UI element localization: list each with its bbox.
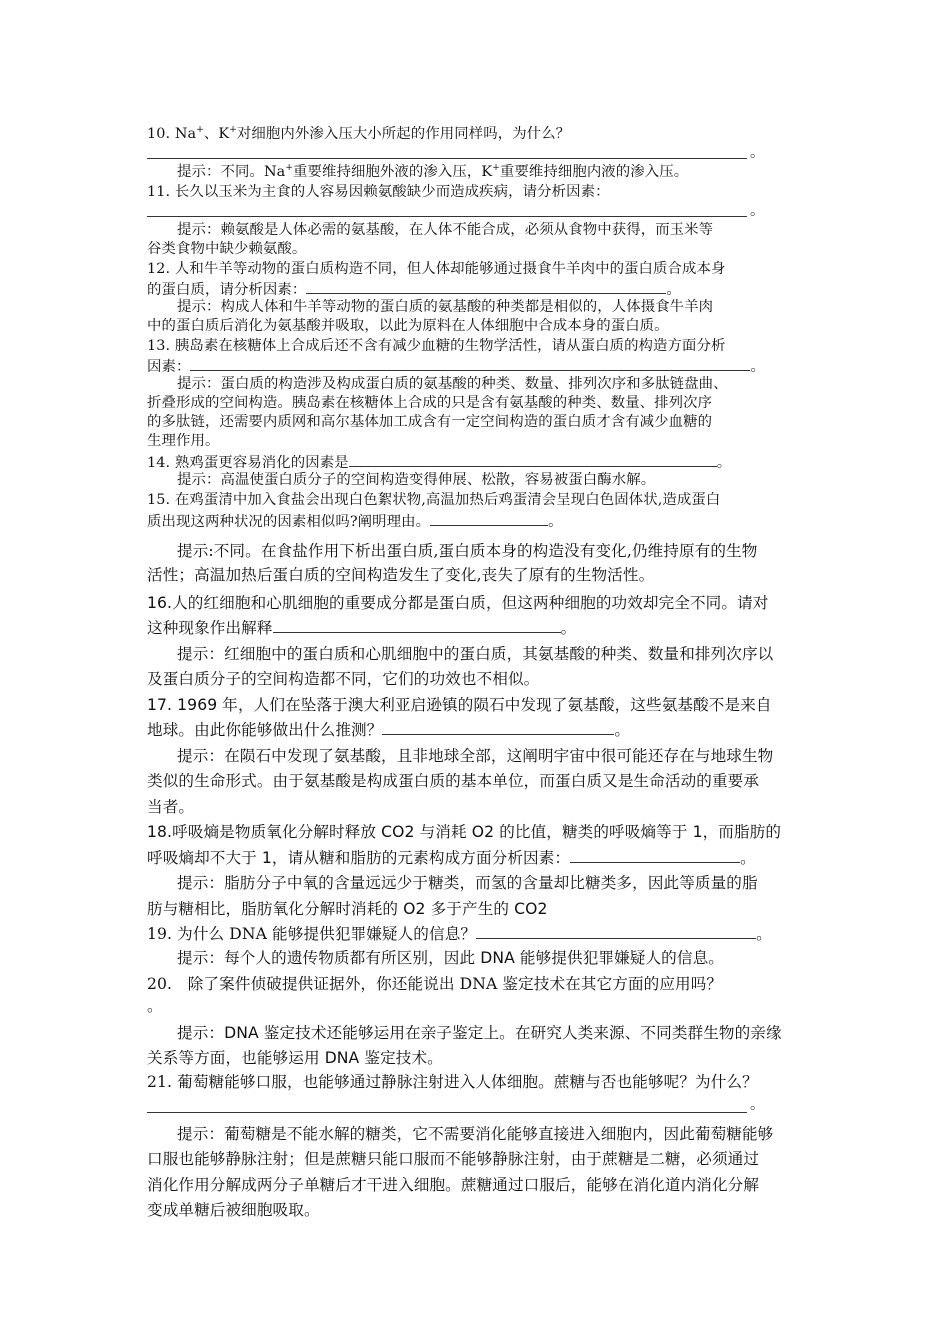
question-14: 14. 熟鸡蛋更容易消化的因素是 。	[147, 452, 807, 473]
hint-17-line-3: 当者。	[147, 798, 195, 816]
question-13-line-2: 因素： 。	[147, 356, 807, 377]
hint-18-line-2: 肪与糖相比，脂肪氧化分解时消耗的 O2 多于产生的 CO2	[147, 900, 548, 918]
hint-16-line-1: 提示：红细胞中的蛋白质和心肌细胞中的蛋白质，其氨基酸的种类、数量和排列次序以	[177, 645, 774, 663]
hint-15-line-1: 提示:不同。在食盐作用下析出蛋白质,蛋白质本身的构造没有变化,仍维持原有的生物	[177, 542, 758, 560]
hint-13-line-3: 的多肽链，还需要内质网和高尔基体加工成含有一定空间构造的蛋白质才含有减少血糖的	[147, 414, 713, 430]
answer-blank-17[interactable]	[382, 720, 614, 735]
hint-21-line-4: 变成单糖后被细胞吸取。	[147, 1201, 320, 1219]
hint-20-line-1: 提示：DNA 鉴定技术还能够运用在亲子鉴定上。在研究人类来源、不同类群生物的亲缘	[177, 1024, 782, 1042]
hint-13-line-1: 提示：蛋白质的构造涉及构成蛋白质的氨基酸的种类、数量、排列次序和多肽链盘曲、	[177, 376, 728, 392]
question-13-line-1: 13. 胰岛素在核糖体上合成后还不含有减少血糖的生物学活性，请从蛋白质的构造方面分析	[147, 338, 726, 354]
question-16-line-1: 16.人的红细胞和心肌细胞的重要成分都是蛋白质，但这两种细胞的功效却完全不同。请对	[147, 594, 769, 612]
question-12-line-1: 12. 人和牛羊等动物的蛋白质构造不同，但人体却能够通过摄食牛羊肉中的蛋白质合成本身	[147, 261, 726, 277]
question-12-line-2: 的蛋白质，请分析因素： 。	[147, 279, 807, 300]
hint-10: 提示：不同。Na+重要维持细胞外液的渗入压，K+重要维持细胞内液的渗入压。	[177, 163, 689, 180]
hint-17-line-1: 提示：在陨石中发现了氨基酸，且非地球全部，这阐明宇宙中很可能还存在与地球生物	[177, 747, 774, 765]
question-20-line-2: 。	[147, 997, 163, 1015]
answer-blank-12[interactable]	[306, 279, 666, 294]
hint-16-line-2: 及蛋白质分子的空间构造都不同，它们的功效也不相似。	[147, 670, 540, 688]
answer-blank-21[interactable]	[147, 1112, 747, 1113]
question-20-line-1: 20. 除了案件侦破提供证据外，你还能说出 DNA 鉴定技术在其它方面的应用吗？	[147, 975, 723, 993]
answer-blank-15[interactable]	[430, 511, 548, 526]
question-10: 10. Na+、K+对细胞内外渗入压大小所起的作用同样吗，为什么？	[147, 125, 571, 142]
hint-11-line-1: 提示：赖氨酸是人体必需的氨基酸，在人体不能合成，必须从食物中获得，而玉米等	[177, 222, 714, 238]
hint-13-line-2: 折叠形成的空间构造。胰岛素在核糖体上合成的只是含有氨基酸的种类、数量、排列次序	[147, 395, 713, 411]
hint-12-line-2: 中的蛋白质后消化为氨基酸并吸取，以此为原料在人体细胞中合成本身的蛋白质。	[147, 318, 669, 334]
hint-15-line-2: 活性；高温加热后蛋白质的空间构造发生了变化,丧失了原有的生物活性。	[147, 566, 655, 584]
answer-blank-16[interactable]	[273, 618, 561, 633]
answer-blank-13[interactable]	[190, 356, 750, 371]
question-11: 11. 长久以玉米为主食的人容易因赖氨酸缺少而造成疾病，请分析因素：	[147, 184, 610, 200]
hint-19: 提示：每个人的遗传物质都有所区别，因此 DNA 能够提供犯罪嫌疑人的信息。	[177, 949, 724, 967]
question-16-line-2: 这种现象作出解释 。	[147, 619, 577, 637]
hint-12-line-1: 提示：构成人体和牛羊等动物的蛋白质的氨基酸的种类都是相似的，人体摄食牛羊肉	[177, 299, 714, 315]
question-17-line-2: 地球。由此你能够做出什么推测？ 。	[147, 721, 631, 739]
answer-blank-14[interactable]	[349, 452, 717, 467]
question-15-line-1: 15. 在鸡蛋清中加入食盐会出现白色絮状物,高温加热后鸡蛋清会呈现白色固体状,造成蛋白	[147, 492, 721, 508]
hint-21-line-1: 提示：葡萄糖是不能水解的糖类，它不需要消化能够直接进入细胞内，因此葡萄糖能够	[177, 1125, 774, 1143]
hint-13-line-4: 生理作用。	[147, 433, 220, 449]
hint-18-line-1: 提示：脂肪分子中氧的含量远远少于糖类，而氢的含量却比糖类多，因此等质量的脂	[177, 874, 758, 892]
hint-21-line-3: 消化作用分解成两分子单糖后才干进入细胞。蔗糖通过口服后，能够在消化道内消化分解	[147, 1176, 760, 1194]
answer-blank-19[interactable]	[476, 924, 756, 939]
answer-blank-18[interactable]	[570, 848, 740, 863]
hint-17-line-2: 类似的生命形式。由于氨基酸是构成蛋白质的基本单位，而蛋白质又是生命活动的重要承	[147, 772, 760, 790]
question-17-line-1: 17. 1969 年，人们在坠落于澳大利亚启逊镇的陨石中发现了氨基酸，这些氨基酸不是来自	[147, 696, 772, 714]
hint-21-line-2: 口服也能够静脉注射；但是蔗糖只能口服而不能够静脉注射，由于蔗糖是二糖，必须通过	[147, 1150, 760, 1168]
question-15-line-2: 质出现这两种状况的因素相似吗?阐明理由。 。	[147, 511, 807, 532]
hint-20-line-2: 关系等方面，也能够运用 DNA 鉴定技术。	[147, 1049, 443, 1067]
answer-blank-10[interactable]	[147, 158, 747, 159]
question-19: 19. 为什么 DNA 能够提供犯罪嫌疑人的信息？ 。	[147, 925, 772, 943]
question-18-line-2: 呼吸熵却不大于 1，请从糖和脂肪的元素构成方面分析因素： 。	[147, 849, 756, 867]
document-page: 10. Na+、K+对细胞内外渗入压大小所起的作用同样吗，为什么？ 。 提示：不同。Na+重要维持细胞外液的渗入压，K+重要维持细胞内液的渗入压。 11. 长久以玉米为主食的人容易因赖氨酸缺少而造成疾病，请分析因素： 。 提示：赖氨酸是人体必需的氨基酸，在人体不能合成，必须从食物中获得，而玉米等 谷类食物中缺少赖氨酸。 12. 人和牛羊等动物的蛋白质构造不同，但人体却能够通过摄食牛羊肉中的蛋白质合成本身 的蛋白质，请分析因素： 。 提示：构成人体和牛羊等动物的蛋白质的氨基酸的种类都是相似的，人体摄食牛羊肉 中的蛋白质后消化为氨基酸并吸取，以此为原料在人体细胞中合成本身的蛋白质。 13. 胰岛素在核糖体上合成后还不含有减少血糖的生物学活性，请从蛋白质的构造方面分析 因素： 。 提示：蛋白质的构造涉及构成蛋白质的氨基酸的种类、数量、排列次序和多肽链盘曲、 折叠形成的空间构造。胰岛素在核糖体上合成的只是含有氨基酸的种类、数量、排列次序 的多肽链，还需要内质网和高尔基体加工成含有一定空间构造的蛋白质才含有减少血糖的 生理作用。 14. 熟鸡蛋更容易消化的因素是 。 提示：高温使蛋白质分子的空间构造变得伸展、松散，容易被蛋白酶水解。 15. 在鸡蛋清中加入食盐会出现白色絮状物,高温加热后鸡蛋清会呈现白色固体状,造成蛋白 质出现这两种状况的因素相似吗?阐明理由。 。 提示:不同。在食盐作用下析出蛋白质,蛋白质本身的构造没有变化,仍维持原有的生物 活性；高温加热后蛋白质的空间构造发生了变化,丧失了原有的生物活性。 16.人的红细胞和心肌细胞的重要成分都是蛋白质，但这两种细胞的功效却完全不同。请对 这种现象作出解释 。 提示：红细胞中的蛋白质和心肌细胞中的蛋白质，其氨基酸的种类、数量和排列次序以 及蛋白质分子的空间构造都不同，它们的功效也不相似。 17. 1969 年，人们在坠落于澳大利亚启逊镇的陨石中发现了氨基酸，这些氨基酸不是来自 地球。由此你能够做出什么推测？ 。 提示：在陨石中发现了氨基酸，且非地球全部，这阐明宇宙中很可能还存在与地球生物 类似的生命形式。由于氨基酸是构成蛋白质的基本单位，而蛋白质又是生命活动的重要承 当者。 18.呼吸熵是物质氧化分解时释放 CO2 与消耗 O2 的比值，糖类的呼吸熵等于 1，而脂肪的 呼吸熵却不大于 1，请从糖和脂肪的元素构成方面分析因素： 。 提示：脂肪分子中氧的含量远远少于糖类，而氢的含量却比糖类多，因此等质量的脂 肪与糖相比，脂肪氧化分解时消耗的 O2 多于产生的 CO2 19. 为什么 DNA 能够提供犯罪嫌疑人的信息？ 。 提示：每个人的遗传物质都有所区别，因此 DNA 能够提供犯罪嫌疑人的信息。 20. 除了案件侦破提供证据外，你还能说出 DNA 鉴定技术在其它方面的应用吗？ 。 提示：DNA 鉴定技术还能够运用在亲子鉴定上。在研究人类来源、不同类群生物的亲缘 关系等方面，也能够运用 DNA 鉴定技术。 21. 葡萄糖能够口服，也能够通过静脉注射进入人体细胞。蔗糖与否也能够呢？为什么？ 。 提示：葡萄糖是不能水解的糖类，它不需要消化能够直接进入细胞内，因此葡萄糖能够 口服也能够静脉注射；但是蔗糖只能口服而不能够静脉注射，由于蔗糖是二糖，必须通过 消化作用分解成两分子单糖后才干进入细胞。蔗糖通过口服后，能够在消化道内消化分解 变成单糖后被细胞吸取。	[0, 0, 950, 1344]
hint-14: 提示：高温使蛋白质分子的空间构造变得伸展、松散，容易被蛋白酶水解。	[177, 472, 656, 488]
question-21: 21. 葡萄糖能够口服，也能够通过静脉注射进入人体细胞。蔗糖与否也能够呢？为什么？	[147, 1073, 758, 1091]
hint-11-line-2: 谷类食物中缺少赖氨酸。	[147, 241, 307, 257]
answer-blank-11[interactable]	[147, 216, 747, 217]
question-18-line-1: 18.呼吸熵是物质氧化分解时释放 CO2 与消耗 O2 的比值，糖类的呼吸熵等于 1，而脂肪的	[147, 823, 782, 841]
